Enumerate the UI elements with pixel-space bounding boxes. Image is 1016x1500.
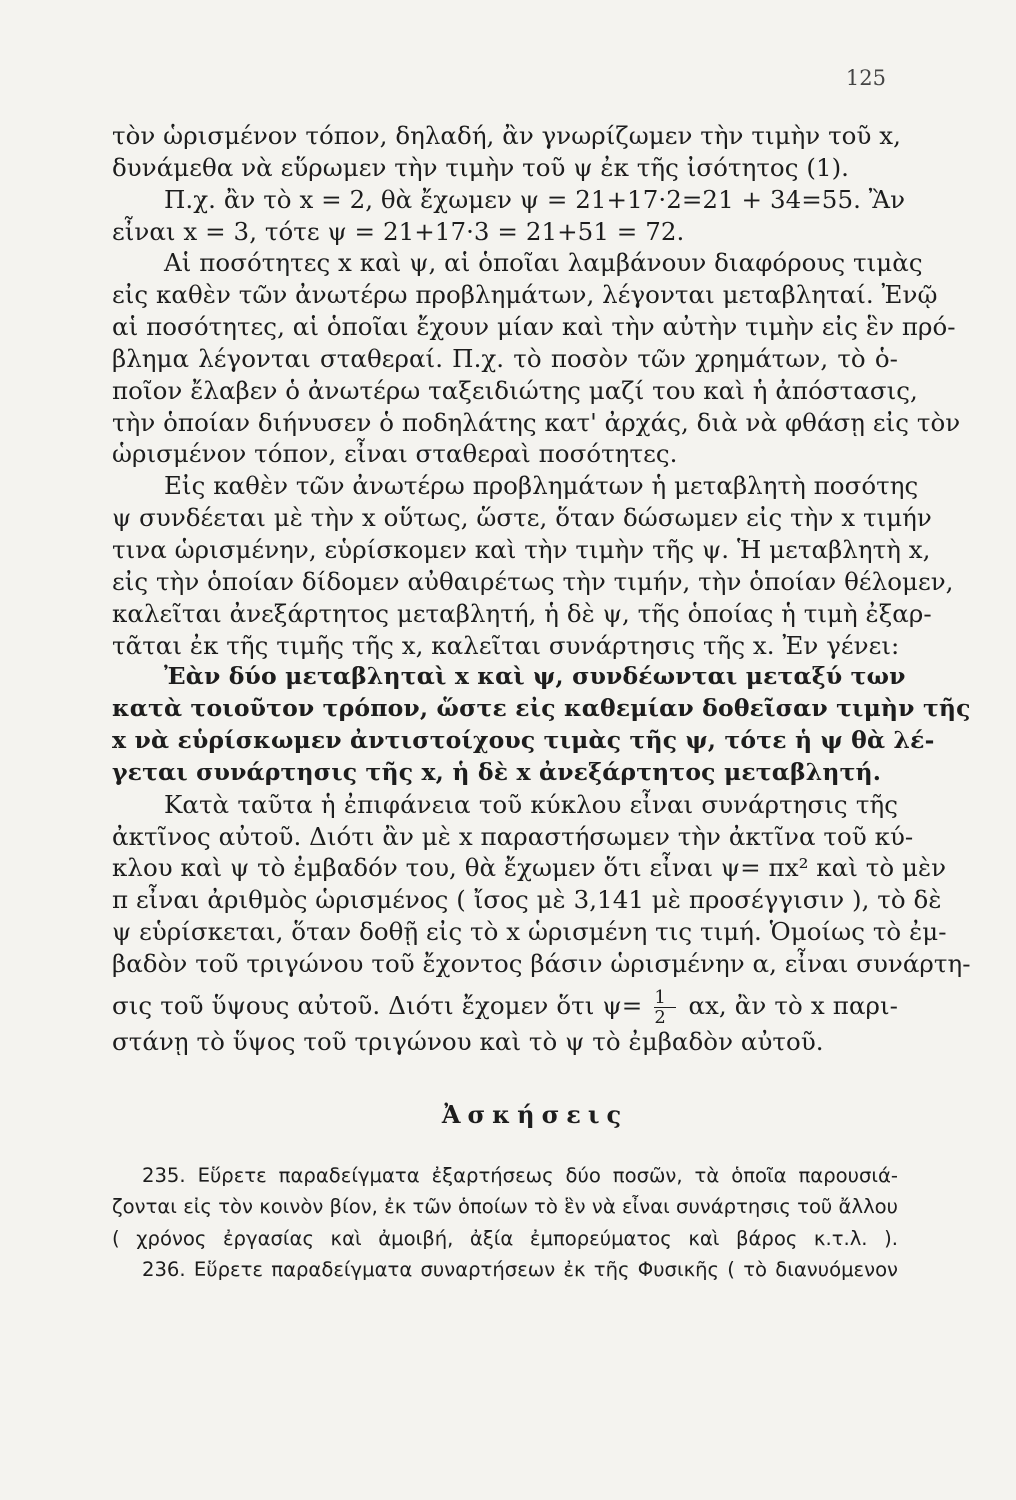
text-line: ὡρισμένον τόπον, εἶναι σταθεραὶ ποσότητες. bbox=[112, 439, 678, 469]
definition-line: κατὰ τοιοῦτον τρόπον, ὥστε εἰς καθεμίαν δοθεῖσαν τιμὴν τῆς bbox=[112, 694, 971, 723]
text-line: Κατὰ ταῦτα ἡ ἐπιφάνεια τοῦ κύκλου εἶναι συνάρτησις τῆς bbox=[164, 789, 898, 819]
text-line: Αἱ ποσότητες x καὶ ψ, αἱ ὁποῖαι λαμβάνουν διαφόρους τιμὰς bbox=[164, 248, 923, 278]
text-line: στάνῃ τὸ ὕψος τοῦ τριγώνου καὶ τὸ ψ τὸ ἐμβαδὸν αὐτοῦ. bbox=[112, 1026, 824, 1056]
text-line: τᾶται ἐκ τῆς τιμῆς τῆς x, καλεῖται συνάρτησις τῆς x. Ἐν γένει: bbox=[112, 630, 900, 660]
text-line: κλου καὶ ψ τὸ ἐμβαδόν του, θὰ ἔχωμεν ὅτι εἶναι ψ= πx² καὶ τὸ μὲν bbox=[112, 853, 947, 883]
text-line: εἰς τὴν ὁποίαν δίδομεν αὐθαιρέτως τὴν τιμήν, τὴν ὁποίαν θέλομεν, bbox=[112, 566, 954, 596]
fraction-line-after: αx, ἂν τὸ x παρι- bbox=[688, 990, 898, 1020]
exercise-line: 236. Εὕρετε παραδείγματα συναρτήσεων ἐκ τῆς Φυσικῆς ( τὸ διανυόμενον bbox=[142, 1258, 898, 1282]
text-line: Εἰς καθὲν τῶν ἀνωτέρω προβλημάτων ἡ μεταβλητὴ ποσότης bbox=[164, 471, 919, 501]
fraction-numerator: 1 bbox=[654, 988, 676, 1008]
text-line: ποῖον ἔλαβεν ὁ ἀνωτέρω ταξειδιώτης μαζί του καὶ ἡ ἀπόστασις, bbox=[112, 375, 918, 405]
text-line: εἰς καθὲν τῶν ἀνωτέρω προβλημάτων, λέγονται μεταβληταί. Ἐνῷ bbox=[112, 280, 938, 310]
text-line: ψ εὑρίσκεται, ὅταν δοθῇ εἰς τὸ x ὡρισμένη τις τιμή. Ὁμοίως τὸ ἐμ- bbox=[112, 917, 947, 947]
exercise-line: ζονται εἰς τὸν κοινὸν βίον, ἐκ τῶν ὁποίων τὸ ἓν νὰ εἶναι συνάρτησις τοῦ ἄλλου bbox=[112, 1195, 898, 1219]
fraction-line-before: σις τοῦ ὕψους αὐτοῦ. Διότι ἔχομεν ὅτι ψ= bbox=[112, 990, 643, 1020]
fraction-denominator: 2 bbox=[654, 1006, 666, 1028]
text-line: βαδὸν τοῦ τριγώνου τοῦ ἔχοντος βάσιν ὡρισμένην α, εἶναι συνάρτη- bbox=[112, 948, 971, 978]
exercises-heading: Ἀσκήσεις bbox=[441, 1099, 629, 1129]
definition-line: Ἐὰν δύο μεταβληταὶ x καὶ ψ, συνδέωνται μεταξύ των bbox=[164, 662, 906, 691]
text-line: τινα ὡρισμένην, εὑρίσκομεν καὶ τὴν τιμὴν τῆς ψ. Ἡ μεταβλητὴ x, bbox=[112, 534, 931, 564]
text-line: Π.χ. ἂν τὸ x = 2, θὰ ἔχωμεν ψ = 21+17·2=21 + 34=55. Ἂν bbox=[164, 184, 906, 214]
fraction bbox=[654, 988, 676, 1027]
body-text bbox=[112, 120, 971, 1286]
definition-line: γεται συνάρτησις τῆς x, ἡ δὲ x ἀνεξάρτητος μεταβλητή. bbox=[112, 757, 882, 786]
exercise-line: ( χρόνος ἐργασίας καὶ ἀμοιβή, ἀξία ἐμπορεύματος καὶ βάρος κ.τ.λ. ). bbox=[112, 1226, 898, 1250]
text-line: ἀκτῖνος αὐτοῦ. Διότι ἂν μὲ x παραστήσωμεν τὴν ἀκτῖνα τοῦ κύ- bbox=[112, 821, 914, 851]
text-line: τὸν ὡρισμένον τόπον, δηλαδή, ἂν γνωρίζωμεν τὴν τιμὴν τοῦ x, bbox=[112, 121, 901, 150]
text-line: βλημα λέγονται σταθεραί. Π.χ. τὸ ποσὸν τῶν χρημάτων, τὸ ὁ- bbox=[112, 343, 898, 373]
text-line: π εἶναι ἀριθμὸς ὡρισμένος ( ἴσος μὲ 3,141 μὲ προσέγγισιν ), τὸ δὲ bbox=[112, 885, 942, 915]
exercise-line: 235. Εὕρετε παραδείγματα ἐξαρτήσεως δύο ποσῶν, τὰ ὁποῖα παρουσιά- bbox=[142, 1163, 898, 1187]
page-number: 125 bbox=[845, 66, 886, 90]
text-line: δυνάμεθα νὰ εὕρωμεν τὴν τιμὴν τοῦ ψ ἐκ τῆς ἰσότητος (1). bbox=[112, 152, 850, 182]
fraction-line bbox=[112, 980, 898, 1026]
text-line: αἱ ποσότητες, αἱ ὁποῖαι ἔχουν μίαν καὶ τὴν αὐτὴν τιμὴν εἰς ἓν πρό- bbox=[112, 312, 956, 342]
text-line: εἶναι x = 3, τότε ψ = 21+17·3 = 21+51 = 72. bbox=[112, 216, 685, 246]
text-line: τὴν ὁποίαν διήνυσεν ὁ ποδηλάτης κατ' ἀρχάς, διὰ νὰ φθάσῃ εἰς τὸν bbox=[112, 407, 961, 437]
definition-line: x νὰ εὑρίσκωμεν ἀντιστοίχους τιμὰς τῆς ψ, τότε ἡ ψ θὰ λέ- bbox=[112, 726, 935, 755]
text-line: ψ συνδέεται μὲ τὴν x οὕτως, ὥστε, ὅταν δώσωμεν εἰς τὴν x τιμήν bbox=[112, 503, 932, 533]
text-line: καλεῖται ἀνεξάρτητος μεταβλητή, ἡ δὲ ψ, τῆς ὁποίας ἡ τιμὴ ἐξαρ- bbox=[112, 598, 932, 628]
